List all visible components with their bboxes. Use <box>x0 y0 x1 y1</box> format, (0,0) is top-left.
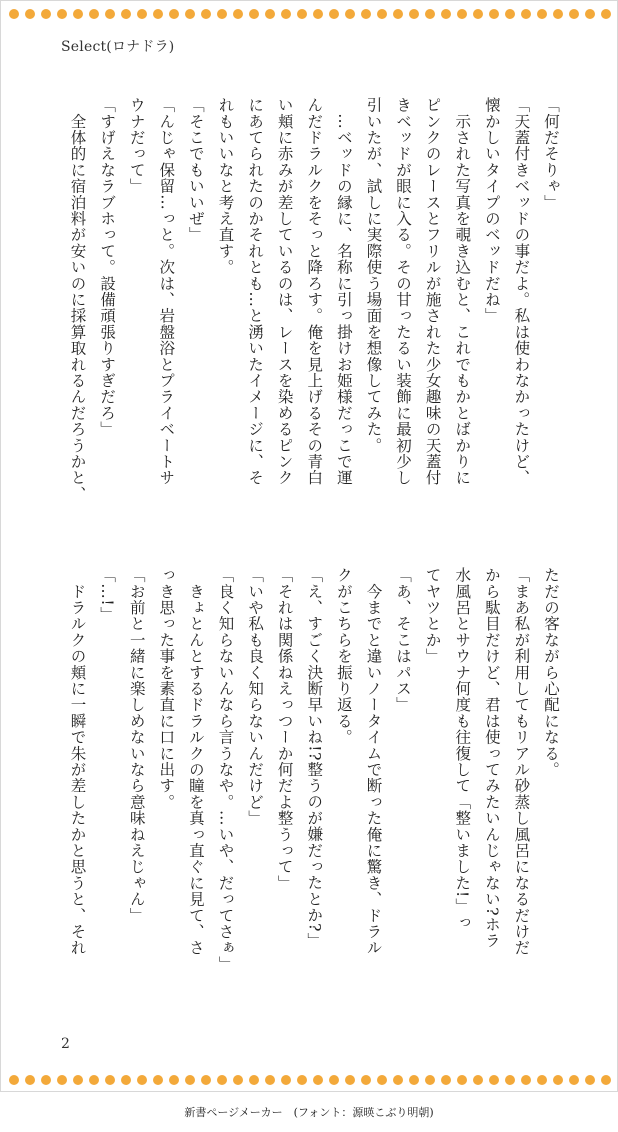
border-dot <box>537 9 547 19</box>
border-dot <box>137 1075 147 1085</box>
border-dot <box>89 9 99 19</box>
border-dot <box>185 1075 195 1085</box>
border-dot <box>585 1075 595 1085</box>
text-line: ただの客ながら心配になる。 <box>542 567 560 778</box>
text-line: れもいいなと考え直す。 <box>216 97 235 276</box>
border-dot <box>345 9 355 19</box>
border-dot <box>585 9 595 19</box>
border-dot <box>265 1075 275 1085</box>
text-line: 「何だそりゃ」 <box>542 97 560 211</box>
border-dot <box>121 9 131 19</box>
page-number: 2 <box>61 1036 70 1052</box>
upper-text-block <box>68 97 565 527</box>
border-dot <box>217 1075 227 1085</box>
border-dot <box>249 9 259 19</box>
text-line: 「すげえなラブホって。設備頑張りすぎだろ」 <box>98 97 117 438</box>
text-line: 「まあ私が利用してもリアル砂蒸し風呂になるだけだ <box>512 567 531 956</box>
border-dot <box>601 9 611 19</box>
border-dot <box>41 1075 51 1085</box>
text-line: 「天蓋付きベッドの事だよ。私は使わなかったけど、 <box>512 97 531 486</box>
border-dot <box>329 1075 339 1085</box>
border-dot <box>473 9 483 19</box>
border-dot <box>9 9 19 19</box>
lower-text-block <box>68 567 565 997</box>
text-line: ドラルクの頬に一瞬で朱が差したかと思うと、それ <box>68 567 87 956</box>
text-line: 「え、すごく決断早いね!?整うのが嫌だったとか?」 <box>305 567 324 949</box>
top-dot-border <box>9 7 611 21</box>
border-dot <box>73 9 83 19</box>
border-dot <box>281 9 291 19</box>
border-dot <box>601 1075 611 1085</box>
border-dot <box>41 9 51 19</box>
text-line: 「いや私も良く知らないんだけど」 <box>246 567 265 827</box>
text-line: 「それは関係ねえっつーか何だよ整うって」 <box>275 567 294 891</box>
page-header-title: Select(ロナドラ) <box>61 39 175 55</box>
border-dot <box>393 1075 403 1085</box>
text-line: 引いたが、試しに実際使う場面を想像してみた。 <box>364 97 383 454</box>
border-dot <box>265 9 275 19</box>
text-line: 水風呂とサウナ何度も往復して「整いました!」っ <box>453 567 472 931</box>
border-dot <box>393 9 403 19</box>
border-dot <box>281 1075 291 1085</box>
border-dot <box>105 1075 115 1085</box>
border-dot <box>153 1075 163 1085</box>
border-dot <box>137 9 147 19</box>
text-line: 「良く知らないんなら言うなや。…いや、だってさぁ」 <box>216 567 235 972</box>
footer-credit: 新書ページメーカー (フォント：源暎こぶり明朝) <box>184 1106 434 1119</box>
border-dot <box>233 9 243 19</box>
border-dot <box>521 9 531 19</box>
text-line: ウナだって」 <box>127 97 146 195</box>
border-dot <box>425 9 435 19</box>
border-dot <box>89 1075 99 1085</box>
border-dot <box>569 9 579 19</box>
border-dot <box>473 1075 483 1085</box>
text-line: 「あ、そこはパス」 <box>394 567 413 713</box>
border-dot <box>409 1075 419 1085</box>
border-dot <box>569 1075 579 1085</box>
border-dot <box>313 9 323 19</box>
border-dot <box>185 9 195 19</box>
border-dot <box>441 9 451 19</box>
border-dot <box>457 1075 467 1085</box>
text-line: い頬に赤みが差しているのは、レースを染めるピンク <box>275 97 294 486</box>
border-dot <box>57 1075 67 1085</box>
text-line: きょとんとするドラルクの瞳を真っ直ぐに見て、さ <box>186 567 205 956</box>
border-dot <box>441 1075 451 1085</box>
border-dot <box>249 1075 259 1085</box>
border-dot <box>377 9 387 19</box>
text-line: 懐かしいタイプのベッドだね」 <box>482 97 501 324</box>
border-dot <box>201 1075 211 1085</box>
bottom-dot-border <box>9 1073 611 1087</box>
border-dot <box>121 1075 131 1085</box>
border-dot <box>489 9 499 19</box>
border-dot <box>409 9 419 19</box>
text-line: っき思った事を素直に口に出す。 <box>157 567 176 810</box>
text-line: クがこちらを振り返る。 <box>334 567 353 746</box>
border-dot <box>297 1075 307 1085</box>
border-dot <box>73 1075 83 1085</box>
border-dot <box>377 1075 387 1085</box>
text-line: 「そこでもいいぜ」 <box>186 97 205 243</box>
text-line: ピンクのレースとフリルが施された少女趣味の天蓋付 <box>423 97 442 486</box>
border-dot <box>537 1075 547 1085</box>
text-line: 今までと違いノータイムで断った俺に驚き、ドラル <box>364 567 383 956</box>
border-dot <box>345 1075 355 1085</box>
text-line: 「んじゃ保留…っと。次は、岩盤浴とプライベートサ <box>157 97 176 486</box>
border-dot <box>553 9 563 19</box>
border-dot <box>505 9 515 19</box>
border-dot <box>25 9 35 19</box>
border-dot <box>521 1075 531 1085</box>
text-line: 示された写真を覗き込むと、これでもかとばかりに <box>453 97 472 486</box>
text-line: から駄目だけど、君は使ってみたいんじゃない?ホラ <box>482 567 501 949</box>
text-line: にあてられたのかそれとも…と湧いたイメージに、そ <box>246 97 265 486</box>
text-line: 「…!」 <box>98 567 117 623</box>
border-dot <box>457 9 467 19</box>
border-dot <box>169 1075 179 1085</box>
border-dot <box>313 1075 323 1085</box>
border-dot <box>361 1075 371 1085</box>
border-dot <box>297 9 307 19</box>
border-dot <box>25 1075 35 1085</box>
text-line: てヤツとか」 <box>423 567 442 665</box>
text-line: きベッドが眼に入る。その甘ったるい装飾に最初少し <box>394 97 413 486</box>
border-dot <box>153 9 163 19</box>
border-dot <box>105 9 115 19</box>
border-dot <box>217 9 227 19</box>
border-dot <box>169 9 179 19</box>
border-dot <box>57 9 67 19</box>
border-dot <box>553 1075 563 1085</box>
text-line: 全体的に宿泊料が安いのに採算取れるんだろうかと、 <box>68 97 87 502</box>
text-line: んだドラルクをそっと降ろす。俺を見上げるその青白 <box>305 97 324 486</box>
border-dot <box>233 1075 243 1085</box>
border-dot <box>329 9 339 19</box>
border-dot <box>201 9 211 19</box>
border-dot <box>425 1075 435 1085</box>
text-line: 「お前と一緒に楽しめないなら意味ねえじゃん」 <box>127 567 146 924</box>
border-dot <box>505 1075 515 1085</box>
border-dot <box>361 9 371 19</box>
border-dot <box>489 1075 499 1085</box>
border-dot <box>9 1075 19 1085</box>
text-line: …ベッドの縁に、名称に引っ掛けお姫様だっこで運 <box>334 97 353 486</box>
